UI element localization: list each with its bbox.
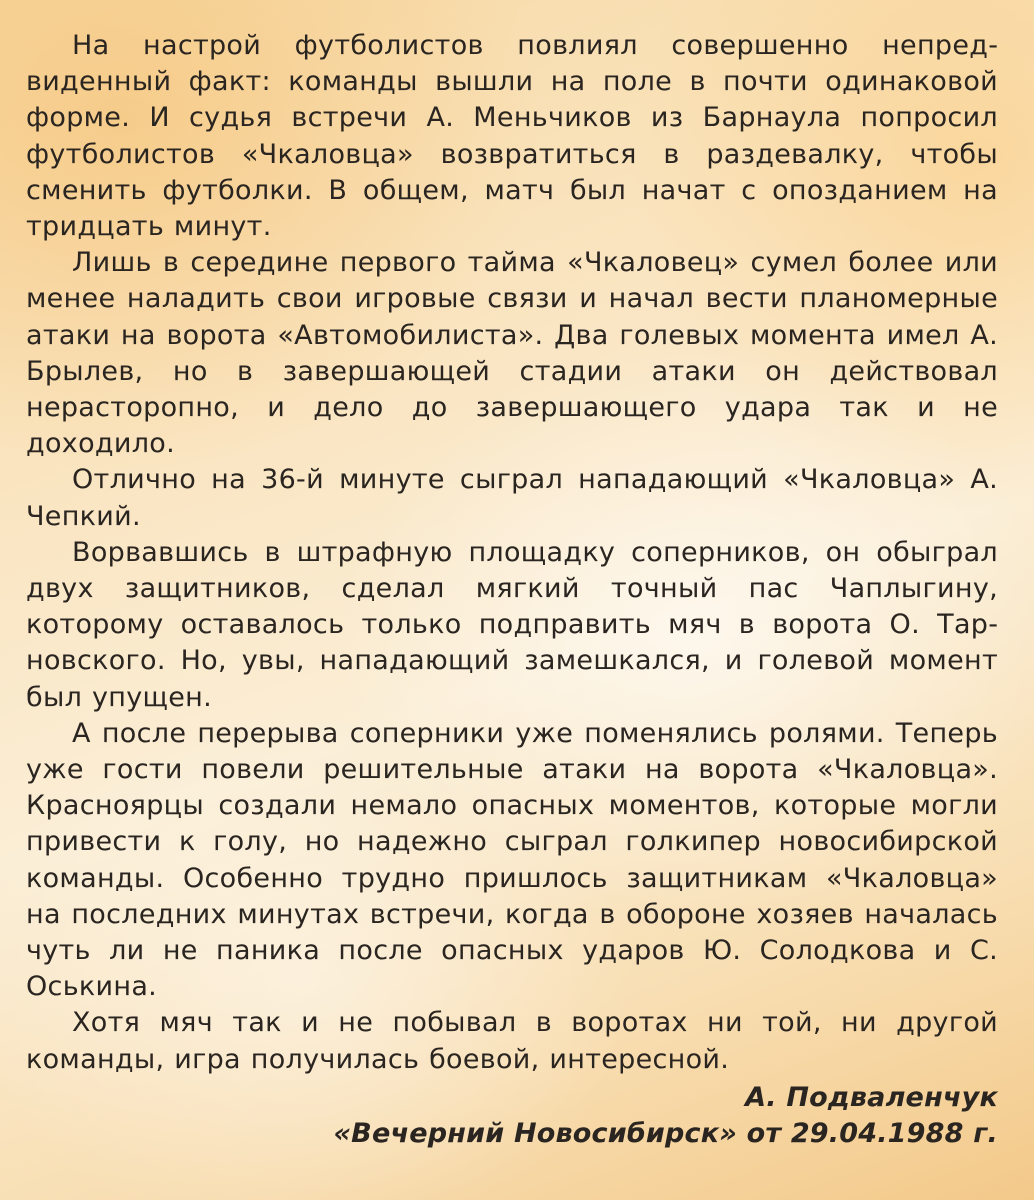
- source-citation: «Вечерний Новосибирск» от 29.04.1988 г.: [333, 1117, 998, 1149]
- article-paragraph-4: Ворвавшись в штрафную площадку соперников, он обыграл двух защитников, сделал мягкий точный пас Чаплыгину, которому оставалось только подправить мяч в ворота О. Тарновского. Но, увы, нападающий замешкался, и голевой момент был упущен.: [26, 536, 998, 713]
- article-paragraph-6: Хотя мяч так и не побывал в воротах ни той, ни другой команды, игра получилась боевой, интересной.: [26, 1007, 998, 1075]
- article-paragraph-2: Лишь в середине первого тайма «Чкаловец» сумел более или менее наладить свои игровые связи и начал вести планомерные атаки на ворота «Автомобилиста». Два голевых момента имел А. Брылев, но в завершающей стадии атаки он действовал нерасторопно, и дело до завершающего удара так и не доходило.: [26, 247, 998, 460]
- article-paragraph-5: А после перерыва соперники уже поменялись ролями. Теперь уже гости повели решительные атаки на ворота «Чкаловца». Красноярцы создали немало опасных моментов, которые могли привести к голу, но надежно сыграл голкипер новосибирской команды. Особенно трудно пришлось защитникам «Чкаловца» на последних минутах встречи, когда в обороне хозяев началась чуть ли не паника после опасных ударов Ю. Солодкова и С. Оськина.: [26, 717, 998, 1003]
- article-paragraph-3: Отлично на 36-й минуте сыграл нападающий «Чкаловца» А. Чепкий.: [26, 464, 998, 532]
- article-paragraph-1: На настрой футболистов повлиял совершенно непредвиденный факт: команды вышли на поле в почти одинаковой форме. И судья встречи А. Меньчиков из Барнаула попросил футболистов «Чкаловца» возвратиться в раздевалку, чтобы сменить футболки. В общем, матч был начат с опозданием на тридцать минут.: [26, 30, 998, 243]
- article-page: [26, 28, 998, 1152]
- author-signature: А. Подваленчук: [745, 1081, 998, 1113]
